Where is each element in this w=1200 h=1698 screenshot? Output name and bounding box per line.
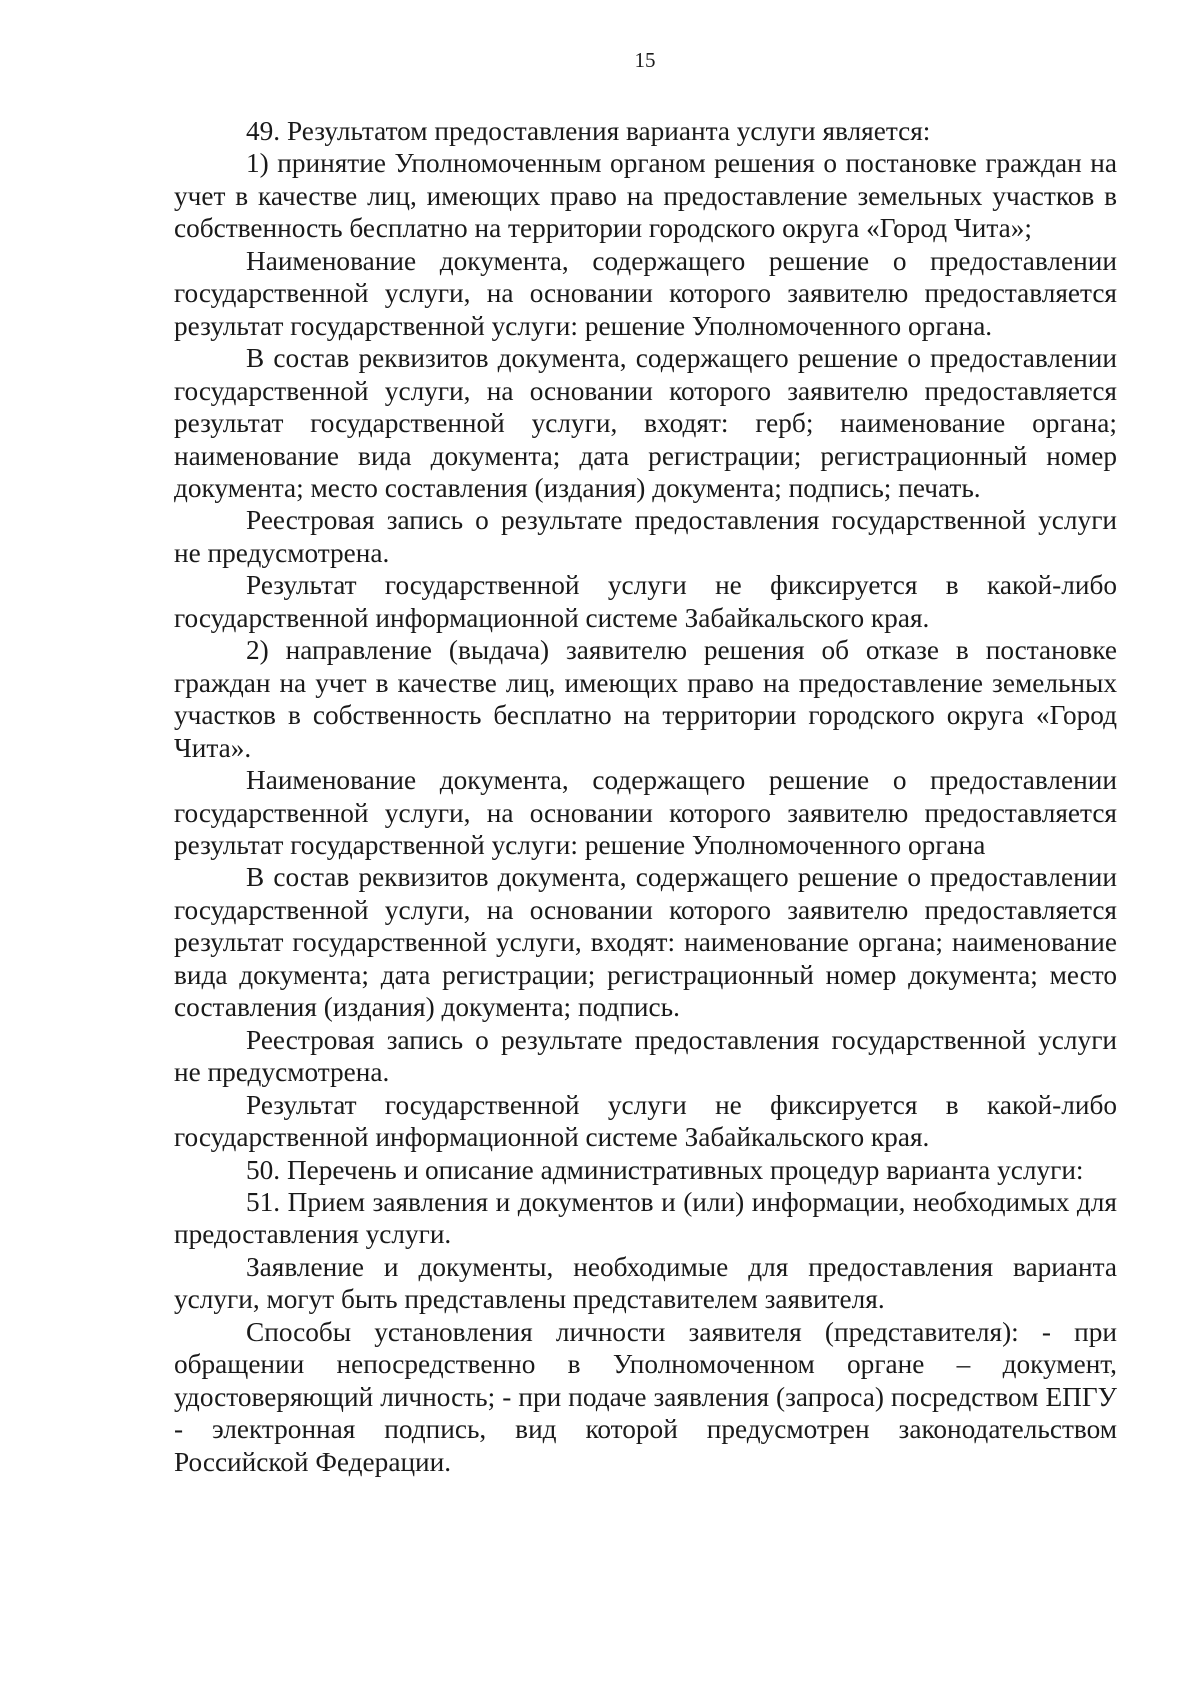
paragraph-registry-record-1: Реестровая запись о результате предоставления государственной услуги не предусмотрена. xyxy=(174,505,1117,568)
paragraph-result-fixation-2: Результат государственной услуги не фиксируется в какой-либо государственной информационной системе Забайкальского края. xyxy=(174,1089,1117,1153)
paragraph-document-name-1: Наименование документа, содержащего решение о предоставлении государственной услуги, на основании которого заявителю предоставляется результат государственной услуги: решение Уполномоченного органа. xyxy=(174,245,1117,341)
paragraph-51: 51. Прием заявления и документов и (или) информации, необходимых для предоставления услуги. xyxy=(174,1186,1117,1250)
paragraph-representative: Заявление и документы, необходимые для предоставления варианта услуги, могут быть представлены представителем заявителя. xyxy=(174,1251,1117,1315)
paragraph-document-details-1: В состав реквизитов документа, содержащего решение о предоставлении государственной услуги, на основании которого заявителю предоставляется результат государственной услуги, входят: герб; наименование органа; наименование вида документа; дата регистрации; регистрационный номер документа; место составления (издания) документа; подпись; печать. xyxy=(174,343,1117,503)
page-number: 15 xyxy=(634,48,656,72)
paragraph-result-fixation-1: Результат государственной услуги не фиксируется в какой-либо государственной информационной системе Забайкальского края. xyxy=(174,570,1117,633)
paragraph-50: 50. Перечень и описание административных процедур варианта услуги: xyxy=(246,1154,1084,1185)
document-body xyxy=(174,115,1117,1478)
paragraph-49-item-1: 1) принятие Уполномоченным органом решения о постановке граждан на учет в качестве лиц, имеющих право на предоставление земельных участков в собственность бесплатно на территории городского округа «Город Чита»; xyxy=(174,148,1117,244)
paragraph-document-name-2: Наименование документа, содержащего решение о предоставлении государственной услуги, на основании которого заявителю предоставляется результат государственной услуги: решение Уполномоченного органа xyxy=(174,765,1117,860)
paragraph-49-item-2: 2) направление (выдача) заявителю решения об отказе в постановке граждан на учет в качестве лиц, имеющих право на предоставление земельных участков в собственность бесплатно на территории городского округа «Город Чита». xyxy=(174,635,1117,763)
paragraph-registry-record-2: Реестровая запись о результате предоставления государственной услуги не предусмотрена. xyxy=(174,1024,1117,1088)
paragraph-document-details-2: В состав реквизитов документа, содержащего решение о предоставлении государственной услуги, на основании которого заявителю предоставляется результат государственной услуги, входят: наименование органа; наименование вида документа; дата регистрации; регистрационный номер документа; место составления (издания) документа; подпись. xyxy=(174,862,1117,1023)
paragraph-49: 49. Результатом предоставления варианта услуги является: xyxy=(246,116,931,146)
paragraph-identity-methods: Способы установления личности заявителя (представителя): - при обращении непосредственно в Уполномоченном органе – документ, удостоверяющий личность; - при подаче заявления (запроса) посредством ЕПГУ - электронная подпись, вид которой предусмотрен законодательством Российской Федерации. xyxy=(174,1316,1117,1477)
